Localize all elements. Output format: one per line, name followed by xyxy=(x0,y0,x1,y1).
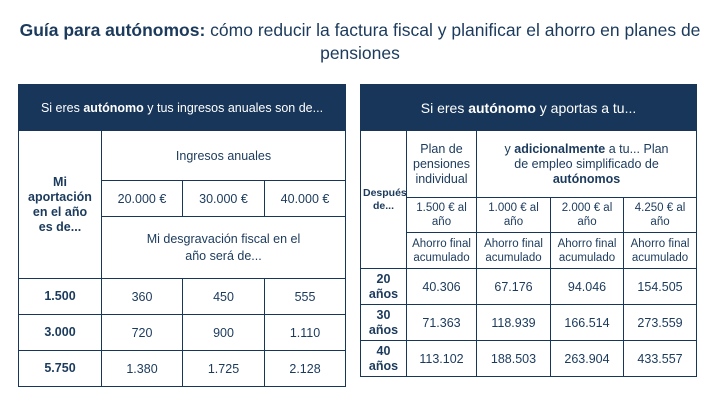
amount-cell: 2.000 € al año xyxy=(551,198,624,233)
deduction-label: Mi desgravación fiscal en el año será de... xyxy=(102,217,346,279)
savings-cell: 263.904 xyxy=(551,341,624,377)
right-header-a: Si eres xyxy=(420,99,469,116)
years-cell: 20 años xyxy=(361,269,407,305)
right-header-c: y aportas a tu... xyxy=(535,99,637,116)
left-header-b: autónomo xyxy=(83,100,144,115)
deduction-cell: 1.380 xyxy=(102,351,183,387)
deduction-cell: 360 xyxy=(102,279,183,315)
savings-cell: 40.306 xyxy=(407,269,477,305)
savings-cell: 154.505 xyxy=(624,269,697,305)
deduction-cell: 555 xyxy=(265,279,346,315)
tax-deduction-table xyxy=(18,84,346,387)
left-header xyxy=(19,85,346,131)
savings-table xyxy=(360,84,697,377)
savings-cell: 67.176 xyxy=(477,269,551,305)
left-header-c: y tus ingresos anuales son de... xyxy=(143,100,324,115)
contribution-cell: 1.500 xyxy=(19,279,102,315)
savings-cell: 94.046 xyxy=(551,269,624,305)
plan-label: Plan de pensiones individual xyxy=(407,131,477,198)
deduction-cell: 2.128 xyxy=(265,351,346,387)
final-label: Ahorro final acumulado xyxy=(624,233,697,269)
plan2-c: a tu... Plan de empleo simplificado de xyxy=(514,141,669,171)
income-cell: 40.000 € xyxy=(265,181,346,217)
after-label: Después de... xyxy=(361,131,407,269)
final-label: Ahorro final acumulado xyxy=(551,233,624,269)
plan2-b: adicionalmente xyxy=(514,141,606,156)
left-header-a: Si eres xyxy=(40,100,84,115)
final-label: Ahorro final acumulado xyxy=(407,233,477,269)
income-label: Ingresos anuales xyxy=(102,131,346,181)
years-cell: 30 años xyxy=(361,305,407,341)
deduction-cell: 720 xyxy=(102,315,183,351)
deduction-cell: 450 xyxy=(183,279,265,315)
contribution-cell: 5.750 xyxy=(19,351,102,387)
title-bold: Guía para autónomos: xyxy=(19,20,206,40)
amount-cell: 4.250 € al año xyxy=(624,198,697,233)
plan2-d: autónomos xyxy=(552,171,621,186)
deduction-cell: 900 xyxy=(183,315,265,351)
final-label: Ahorro final acumulado xyxy=(477,233,551,269)
right-header-b: autónomo xyxy=(468,99,536,116)
title-rest: cómo reducir la factura fiscal y planificar el ahorro en planes de pensiones xyxy=(205,20,701,63)
savings-cell: 71.363 xyxy=(407,305,477,341)
contribution-cell: 3.000 xyxy=(19,315,102,351)
page-title xyxy=(0,19,720,65)
savings-cell: 113.102 xyxy=(407,341,477,377)
plan2-label xyxy=(477,131,697,198)
income-cell: 30.000 € xyxy=(183,181,265,217)
plan2-a: y xyxy=(504,141,515,156)
deduction-cell: 1.725 xyxy=(183,351,265,387)
savings-cell: 188.503 xyxy=(477,341,551,377)
savings-cell: 433.557 xyxy=(624,341,697,377)
deduction-cell: 1.110 xyxy=(265,315,346,351)
right-header xyxy=(361,85,697,131)
years-cell: 40 años xyxy=(361,341,407,377)
savings-cell: 273.559 xyxy=(624,305,697,341)
savings-cell: 118.939 xyxy=(477,305,551,341)
amount-cell: 1.000 € al año xyxy=(477,198,551,233)
contribution-row-label: Mi aportación en el año es de... xyxy=(19,131,102,279)
savings-cell: 166.514 xyxy=(551,305,624,341)
amount-cell: 1.500 € al año xyxy=(407,198,477,233)
income-cell: 20.000 € xyxy=(102,181,183,217)
